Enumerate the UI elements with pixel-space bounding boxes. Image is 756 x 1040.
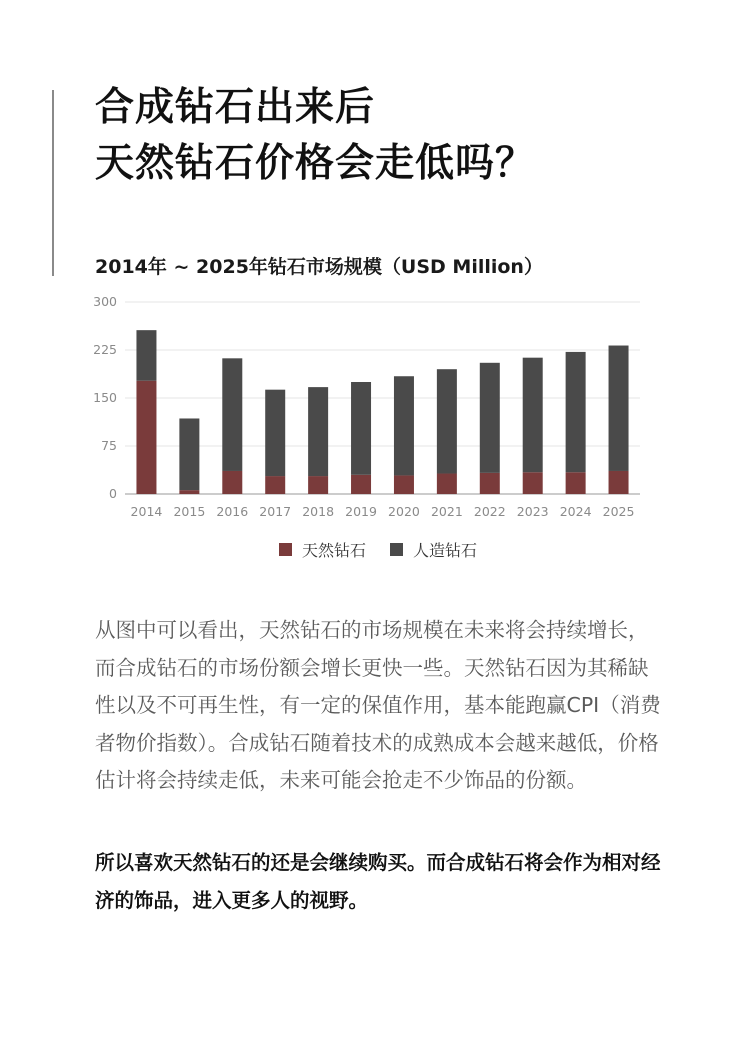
legend-label-natural: 天然钻石 bbox=[301, 541, 366, 560]
x-tick-label-2021: 2021 bbox=[430, 504, 463, 519]
bar-2017-series-0 bbox=[265, 476, 285, 494]
bar-2014-series-0 bbox=[136, 381, 156, 494]
chart-title: 2014年 ~ 2025年钻石市场规模（USD Million） bbox=[95, 256, 543, 278]
bar-2018-series-1 bbox=[308, 387, 328, 476]
x-tick-label-2025: 2025 bbox=[602, 504, 635, 519]
bar-2015-series-0 bbox=[179, 490, 199, 494]
bar-2014-series-1 bbox=[136, 330, 156, 381]
y-tick-label-0: 0 bbox=[109, 486, 117, 501]
y-tick-label-225: 225 bbox=[93, 342, 117, 357]
bar-2024-series-0 bbox=[566, 472, 586, 494]
stacked-bar-chart bbox=[0, 280, 756, 530]
bar-2020-series-1 bbox=[394, 376, 414, 475]
chart-legend bbox=[0, 538, 756, 561]
x-tick-label-2024: 2024 bbox=[559, 504, 592, 519]
x-tick-label-2015: 2015 bbox=[173, 504, 206, 519]
y-tick-label-75: 75 bbox=[101, 438, 117, 453]
bar-2022-series-0 bbox=[480, 473, 500, 494]
bar-2019-series-1 bbox=[351, 382, 371, 475]
legend-item-natural bbox=[279, 538, 366, 561]
legend-swatch-synthetic bbox=[390, 543, 403, 556]
x-tick-label-2020: 2020 bbox=[388, 504, 420, 519]
y-tick-label-300: 300 bbox=[93, 294, 117, 309]
legend-swatch-natural bbox=[279, 543, 292, 556]
bar-2025-series-1 bbox=[609, 346, 629, 471]
body-paragraph: 从图中可以看出，天然钻石的市场规模在未来将会持续增长，而合成钻石的市场份额会增长更快一些。天然钻石因为其稀缺性以及不可再生性，有一定的保值作用，基本能跑赢CPI（消费者物价指数）。合成钻石随着技术的成熟成本会越来越低，价格估计将会持续走低，未来可能会抢走不少饰品的份额。 bbox=[95, 618, 661, 792]
conclusion-paragraph: 所以喜欢天然钻石的还是会继续购买。而合成钻石将会作为相对经济的饰品，进入更多人的视野。 bbox=[95, 851, 661, 912]
y-tick-label-150: 150 bbox=[93, 390, 117, 405]
x-tick-label-2016: 2016 bbox=[216, 504, 249, 519]
bar-2020-series-0 bbox=[394, 475, 414, 494]
bar-2025-series-0 bbox=[609, 471, 629, 494]
bar-2018-series-0 bbox=[308, 476, 328, 494]
headline-line-1: 合成钻石出来后 bbox=[95, 85, 376, 130]
bar-2021-series-0 bbox=[437, 474, 457, 494]
bar-2015-series-1 bbox=[179, 418, 199, 490]
x-tick-label-2022: 2022 bbox=[473, 504, 506, 519]
x-tick-label-2019: 2019 bbox=[345, 504, 377, 519]
bar-2023-series-1 bbox=[523, 358, 543, 473]
bar-2024-series-1 bbox=[566, 352, 586, 472]
bar-2016-series-0 bbox=[222, 471, 242, 494]
x-tick-label-2014: 2014 bbox=[130, 504, 163, 519]
x-tick-label-2018: 2018 bbox=[302, 504, 335, 519]
x-tick-label-2023: 2023 bbox=[516, 504, 549, 519]
accent-rule bbox=[52, 90, 54, 276]
bar-2017-series-1 bbox=[265, 390, 285, 476]
bar-2019-series-0 bbox=[351, 475, 371, 494]
legend-label-synthetic: 人造钻石 bbox=[413, 541, 478, 560]
bar-2022-series-1 bbox=[480, 363, 500, 473]
x-tick-label-2017: 2017 bbox=[259, 504, 292, 519]
bar-2016-series-1 bbox=[222, 358, 242, 471]
page-headline bbox=[95, 80, 535, 192]
legend-item-synthetic bbox=[390, 538, 477, 561]
headline-line-2: 天然钻石价格会走低吗？ bbox=[95, 141, 536, 186]
bar-2021-series-1 bbox=[437, 369, 457, 473]
bar-2023-series-0 bbox=[523, 472, 543, 494]
